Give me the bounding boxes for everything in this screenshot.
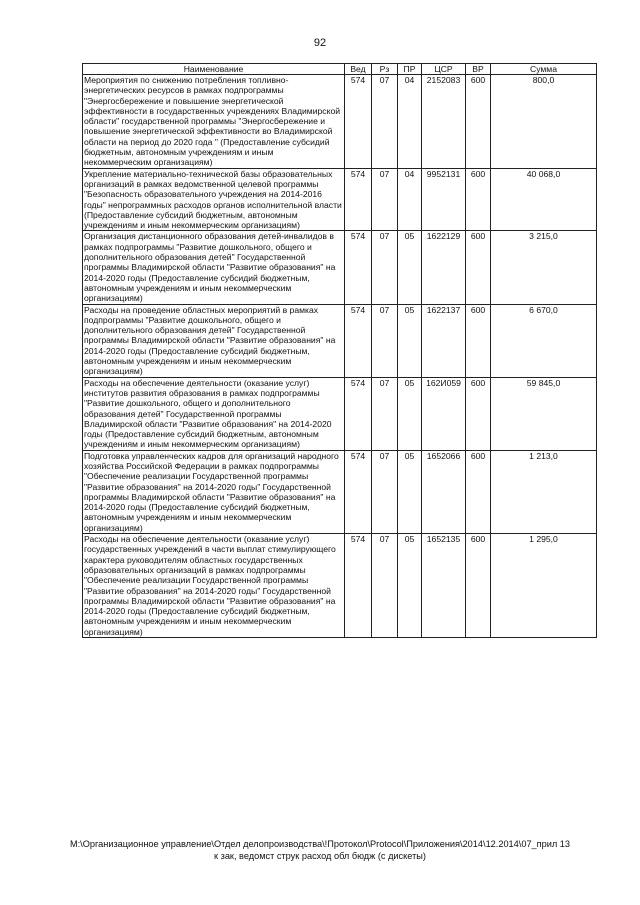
footer-line-1: M:\Организационное управление\Отдел делопроизводства\!Протокол\Protocol\Приложения\2014\12.2014\07_прил 13 [69, 839, 571, 849]
row-rz: 07 [372, 168, 398, 231]
header-name: Наименование [83, 64, 345, 75]
row-sum: 40 068,0 [491, 168, 597, 231]
row-vr: 600 [466, 534, 491, 638]
row-rz: 07 [372, 450, 398, 533]
table-row [83, 534, 597, 638]
row-vr: 600 [466, 75, 491, 169]
row-rz: 07 [372, 377, 398, 450]
row-rz: 07 [372, 304, 398, 377]
row-csr: 162И059 [422, 377, 466, 450]
row-pr: 05 [398, 534, 422, 638]
row-csr: 9952131 [422, 168, 466, 231]
row-sum: 59 845,0 [491, 377, 597, 450]
header-csr: ЦСР [422, 64, 466, 75]
row-name: Расходы на проведение областных мероприятий в рамках подпрограммы "Развитие дошкольного, общего и дополнительного образования детей" Государственной программы Владимирской области "Развитие образования" на 2014-2020 годы (Предоставление субсидий бюджетным, автономным учреждениям и иным некоммерческим организациям) [83, 304, 345, 377]
row-vr: 600 [466, 450, 491, 533]
row-csr: 1652066 [422, 450, 466, 533]
row-pr: 05 [398, 377, 422, 450]
row-ved: 574 [345, 231, 372, 304]
row-sum: 6 670,0 [491, 304, 597, 377]
row-rz: 07 [372, 534, 398, 638]
page-number: 92 [313, 37, 327, 49]
row-ved: 574 [345, 377, 372, 450]
table-row [83, 75, 597, 169]
row-name: Укрепление материально-технической базы образовательных организаций в рамках ведомственной целевой программы "Безопасность образовательного учреждения на 2014-2016 годы" непрограммных расходов органов исполнительной власти (Предоставление субсидий бюджетным, автономным учреждениям и иным некоммерческим организациям) [83, 168, 345, 231]
row-vr: 600 [466, 377, 491, 450]
row-csr: 2152083 [422, 75, 466, 169]
row-name: Организация дистанционного образования детей-инвалидов в рамках подпрограммы "Развитие дошкольного, общего и дополнительного образования детей" Государственной программы Владимирской области "Развитие образования" на 2014-2020 годы (Предоставление субсидий бюджетным, автономным учреждениям и иным некоммерческим организациям) [83, 231, 345, 304]
row-vr: 600 [466, 231, 491, 304]
table-row [83, 304, 597, 377]
table-row [83, 168, 597, 231]
header-ved: Вед [345, 64, 372, 75]
row-sum: 800,0 [491, 75, 597, 169]
row-csr: 1652135 [422, 534, 466, 638]
row-vr: 600 [466, 304, 491, 377]
header-rz: Рз [372, 64, 398, 75]
row-name: Расходы на обеспечение деятельности (оказание услуг) институтов развития образования в рамках подпрограммы "Развитие дошкольного, общего и дополнительного образования детей" Государственной программы Владимирской области "Развитие образования" на 2014-2020 годы (Предоставление субсидий бюджетным, автономным учреждениям и иным некоммерческим организациям) [83, 377, 345, 450]
row-name: Мероприятия по снижению потребления топливно-энергетических ресурсов в рамках подпрограммы "Энергосбережение и повышение энергетической эффективности в государственных учреждениях Владимирской области" государственной программы "Энергосбережение и повышение энергетической эффективности во Владимирской области на период до 2020 года " (Предоставление субсидий бюджетным, автономным учреждениям и иным некоммерческим организациям) [83, 75, 345, 169]
row-sum: 1 295,0 [491, 534, 597, 638]
header-sum: Сумма [491, 64, 597, 75]
table-row [83, 450, 597, 533]
row-rz: 07 [372, 75, 398, 169]
row-rz: 07 [372, 231, 398, 304]
row-ved: 574 [345, 450, 372, 533]
row-ved: 574 [345, 304, 372, 377]
row-pr: 04 [398, 75, 422, 169]
row-pr: 05 [398, 231, 422, 304]
row-name: Расходы на обеспечение деятельности (оказание услуг) государственных учреждений в части выплат стимулирующего характера руководителям областных государственных образовательных организаций в рамках подпрограммы "Обеспечение реализации Государственной программы "Развитие образования" на 2014-2020 годы" Государственной программы Владимирской области "Развитие образования" на 2014-2020 годы (Предоставление субсидий бюджетным, автономным учреждениям и иным некоммерческим организациям) [83, 534, 345, 638]
table-row [83, 231, 597, 304]
row-csr: 1622137 [422, 304, 466, 377]
row-pr: 05 [398, 450, 422, 533]
row-name: Подготовка управленческих кадров для организаций народного хозяйства Российской Федерации в рамках подпрограммы "Обеспечение реализации Государственной программы "Развитие образования" на 2014-2020 годы" Государственной программы Владимирской области "Развитие образования" на 2014-2020 годы (Предоставление субсидий бюджетным, автономным учреждениям и иным некоммерческим организациям) [83, 450, 345, 533]
budget-table [82, 63, 597, 638]
row-pr: 05 [398, 304, 422, 377]
table-row [83, 377, 597, 450]
table-header-row [83, 64, 597, 75]
row-ved: 574 [345, 168, 372, 231]
row-sum: 3 215,0 [491, 231, 597, 304]
header-pr: ПР [398, 64, 422, 75]
header-vr: ВР [466, 64, 491, 75]
file-path-footer [0, 838, 640, 862]
row-ved: 574 [345, 534, 372, 638]
row-sum: 1 213,0 [491, 450, 597, 533]
row-ved: 574 [345, 75, 372, 169]
row-csr: 1622129 [422, 231, 466, 304]
footer-line-2: к зак, ведомст струк расход обл бюдж (с дискеты) [214, 851, 426, 861]
row-vr: 600 [466, 168, 491, 231]
row-pr: 04 [398, 168, 422, 231]
